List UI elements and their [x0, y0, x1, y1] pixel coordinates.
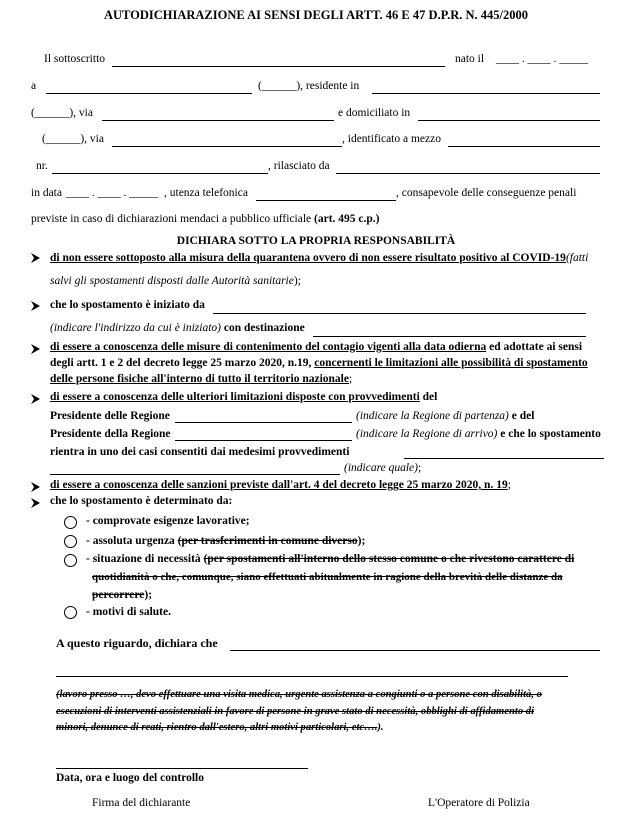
- item-destinazione: (indicare l'indirizzo da cui è iniziato) con destinazione: [50, 322, 305, 334]
- rilasciato-label: , rilasciato da: [268, 160, 330, 172]
- arrow-bullet-icon: [31, 482, 41, 492]
- examples-line-2: esecuzioni di interventi assistenziali in favore di persone in grave stato di necessità, obblighi di affidamento di: [56, 706, 535, 717]
- utenza-label: , utenza telefonica: [164, 187, 248, 199]
- a-label: a: [31, 80, 37, 92]
- option-lavoro-radio[interactable]: [64, 516, 77, 529]
- firma-dichiarante-label: Firma del dichiarante: [92, 797, 191, 809]
- rilascio-date-field[interactable]: ____ . ____ . _____: [66, 187, 158, 199]
- arrow-bullet-icon: [31, 498, 41, 508]
- nr-label: nr.: [36, 160, 48, 172]
- domiciliato-label: e domiciliato in: [338, 107, 411, 119]
- dichiarazione-field-a[interactable]: [230, 650, 600, 651]
- option-urgenza-radio[interactable]: [64, 535, 77, 548]
- sottoscritto-field[interactable]: [112, 66, 445, 67]
- rilasciato-da-field[interactable]: [336, 173, 600, 174]
- document-title: AUTODICHIARAZIONE AI SENSI DEGLI ARTT. 46 E 47 D.P.R. N. 445/2000: [103, 8, 529, 22]
- data-ora-field[interactable]: [56, 768, 308, 769]
- option-necessita-radio[interactable]: [64, 554, 77, 567]
- in-data-label: in data: [31, 187, 62, 199]
- documento-field[interactable]: [448, 146, 600, 147]
- data-ora-label: Data, ora e luogo del controllo: [56, 772, 204, 784]
- item-spostamento-inizio: che lo spostamento è iniziato da: [50, 299, 205, 311]
- riguardo-label: A questo riguardo, dichiara che: [56, 636, 218, 650]
- regione-partenza-hint: (indicare la Regione di partenza) e del: [356, 410, 535, 422]
- dichiara-heading: DICHIARA SOTTO LA PROPRIA RESPONSABILITÀ: [176, 235, 456, 247]
- destinazione-field[interactable]: [313, 336, 586, 337]
- rientra-text: rientra in uno dei casi consentiti dai medesimi provvedimenti: [50, 446, 350, 458]
- birthplace-field[interactable]: [46, 93, 252, 94]
- examples-line-3: minori, denunce di reati, rientro dall'estero, altri motivi particolari, etc….).: [56, 722, 384, 733]
- option-necessita-cont2: percorrere);: [92, 589, 153, 601]
- inizio-field[interactable]: [213, 313, 586, 314]
- arrow-bullet-icon: [31, 344, 41, 354]
- option-necessita-cont: quotidianità o che, comunque, siano effettuati abitualmente in ragione della brevità delle distanze da: [92, 571, 563, 583]
- previste-text: previste in caso di dichiarazioni mendaci a pubblico ufficiale (art. 495 c.p.): [31, 213, 380, 225]
- item-sanzioni: di essere a conoscenza delle sanzioni previste dall'art. 4 del decreto legge 25 marzo 2020, n. 19;: [50, 479, 511, 491]
- dichiarazione-field-b[interactable]: [56, 676, 568, 677]
- arrow-bullet-icon: [31, 301, 41, 311]
- operatore-polizia-label: L'Operatore di Polizia: [428, 797, 530, 809]
- examples-line-1: (lavoro presso …, devo effettuare una visita medica, urgente assistenza a congiunti o a persone con disabilità, o: [56, 689, 542, 700]
- arrow-bullet-icon: [31, 394, 41, 404]
- option-salute-label: - motivi di salute.: [86, 606, 171, 618]
- arrow-bullet-icon: [31, 253, 41, 263]
- option-urgenza-label: - assoluta urgenza (per trasferimenti in comune diverso);: [86, 535, 366, 547]
- birth-date-field[interactable]: ____ . ____ . _____: [496, 53, 588, 65]
- via2-field[interactable]: [112, 146, 342, 147]
- option-salute-radio[interactable]: [64, 606, 77, 619]
- item-misure-cont2: delle persone fisiche all'interno di tutto il territorio nazionale;: [50, 373, 353, 385]
- telefono-field[interactable]: [256, 200, 396, 201]
- provvedimento-field-a[interactable]: [404, 458, 604, 459]
- item-quarantena-cont: salvi gli spostamenti disposti dalle Autorità sanitarie);: [50, 275, 301, 287]
- prov-residente-label: (______), residente in: [258, 80, 360, 92]
- prov-via2-label: (______), via: [42, 133, 104, 145]
- consapevole-label: , consapevole delle conseguenze penali: [396, 187, 577, 199]
- presidente-partenza-label: Presidente delle Regione: [50, 410, 170, 422]
- regione-arrivo-hint: (indicare la Regione di arrivo) e che lo spostamento: [356, 428, 601, 440]
- presidente-arrivo-label: Presidente della Regione: [50, 428, 171, 440]
- regione-partenza-field[interactable]: [175, 422, 352, 423]
- domicilio-field[interactable]: [418, 120, 600, 121]
- residenza-field[interactable]: [372, 93, 600, 94]
- prov-via-label: (______), via: [31, 107, 93, 119]
- item-misure-cont: degli artt. 1 e 2 del decreto legge 25 marzo 2020, n.19, concernenti le limitazioni alle possibilità di spostamento: [50, 357, 588, 369]
- option-lavoro-label: - comprovate esigenze lavorative;: [86, 515, 250, 527]
- item-quarantena: di non essere sottoposto alla misura della quarantena ovvero di non essere risultato positivo al COVID-19(fatti: [50, 252, 589, 264]
- item-provvedimenti: di essere a conoscenza delle ulteriori limitazioni disposte con provvedimenti del: [50, 391, 438, 403]
- identificato-label: , identificato a mezzo: [342, 133, 441, 145]
- via-field[interactable]: [102, 120, 334, 121]
- item-misure: di essere a conoscenza delle misure di contenimento del contagio vigenti alla data odierna ed adottate ai sensi: [50, 341, 583, 353]
- sottoscritto-label: Il sottoscritto: [44, 53, 106, 65]
- regione-arrivo-field[interactable]: [175, 440, 352, 441]
- item-motivo: che lo spostamento è determinato da:: [50, 495, 233, 507]
- nato-il-label: nato il: [455, 53, 485, 65]
- numero-documento-field[interactable]: [52, 173, 268, 174]
- option-necessita-label: - situazione di necessità (per spostamenti all'interno dello stesso comune o che rivestono carattere di: [86, 553, 575, 565]
- provvedimento-field-b[interactable]: [50, 474, 340, 475]
- indicare-quale-hint: (indicare quale);: [344, 462, 422, 474]
